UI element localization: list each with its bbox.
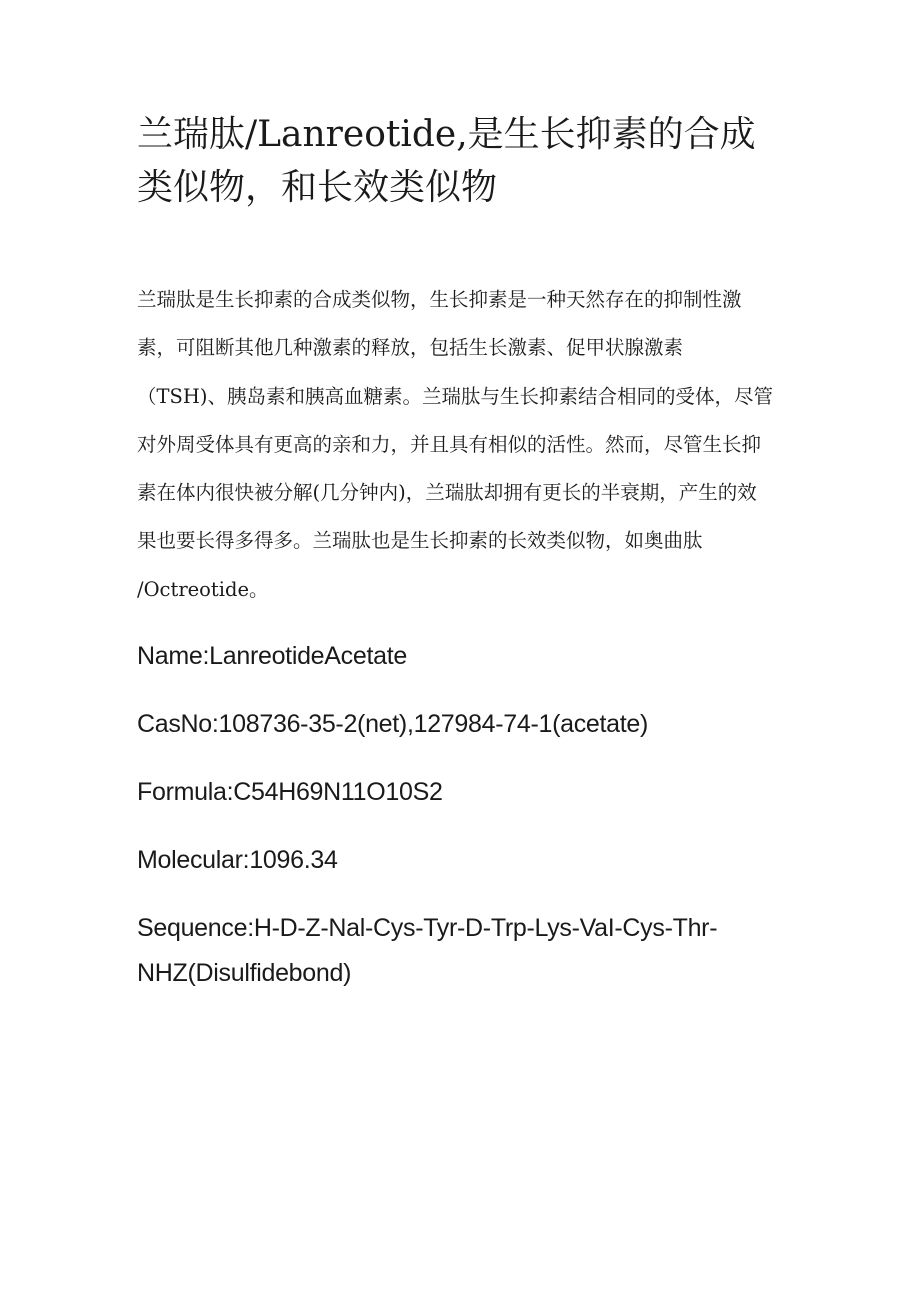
- intro-line-2: 素，可阻断其他几种激素的释放，包括生长激素、促甲状腺激素: [137, 336, 684, 360]
- intro-line-5: 素在体内很快被分解(几分钟内)，兰瑞肽却拥有更长的半衰期，产生的效: [137, 481, 757, 505]
- document-title: [137, 108, 797, 214]
- compound-info: [137, 634, 797, 996]
- molecular-weight-field: Molecular:1096.34: [137, 846, 338, 874]
- cas-number-field: CasNo:108736-35-2(net),127984-74-1(acetate): [137, 710, 649, 738]
- intro-line-6: 果也要长得多得多。兰瑞肽也是生长抑素的长效类似物，如奥曲肽: [137, 529, 703, 553]
- formula-field: Formula:C54H69N11O10S2: [137, 778, 443, 806]
- title-line-2: 类似物，和长效类似物: [137, 167, 498, 208]
- sequence-line-1: Sequence:H-D-Z-Nal-Cys-Tyr-D-Trp-Lys-VaI-Cys-Thr-: [137, 914, 718, 942]
- intro-paragraph: [137, 276, 797, 614]
- intro-line-4: 对外周受体具有更高的亲和力，并且具有相似的活性。然而，尽管生长抑: [137, 432, 762, 456]
- title-line-1: 兰瑞肽/Lanreotide,是生长抑素的合成: [137, 114, 756, 155]
- intro-line-3: （TSH)、胰岛素和胰高血糖素。兰瑞肽与生长抑素结合相同的受体，尽管: [137, 384, 773, 408]
- name-field: Name:LanreotideAcetate: [137, 642, 407, 670]
- sequence-field: [137, 906, 797, 996]
- intro-line-1: 兰瑞肽是生长抑素的合成类似物，生长抑素是一种天然存在的抑制性激: [137, 288, 742, 311]
- intro-line-7: /Octreotide。: [137, 577, 269, 601]
- sequence-line-2: NHZ(Disulfidebond): [137, 959, 352, 987]
